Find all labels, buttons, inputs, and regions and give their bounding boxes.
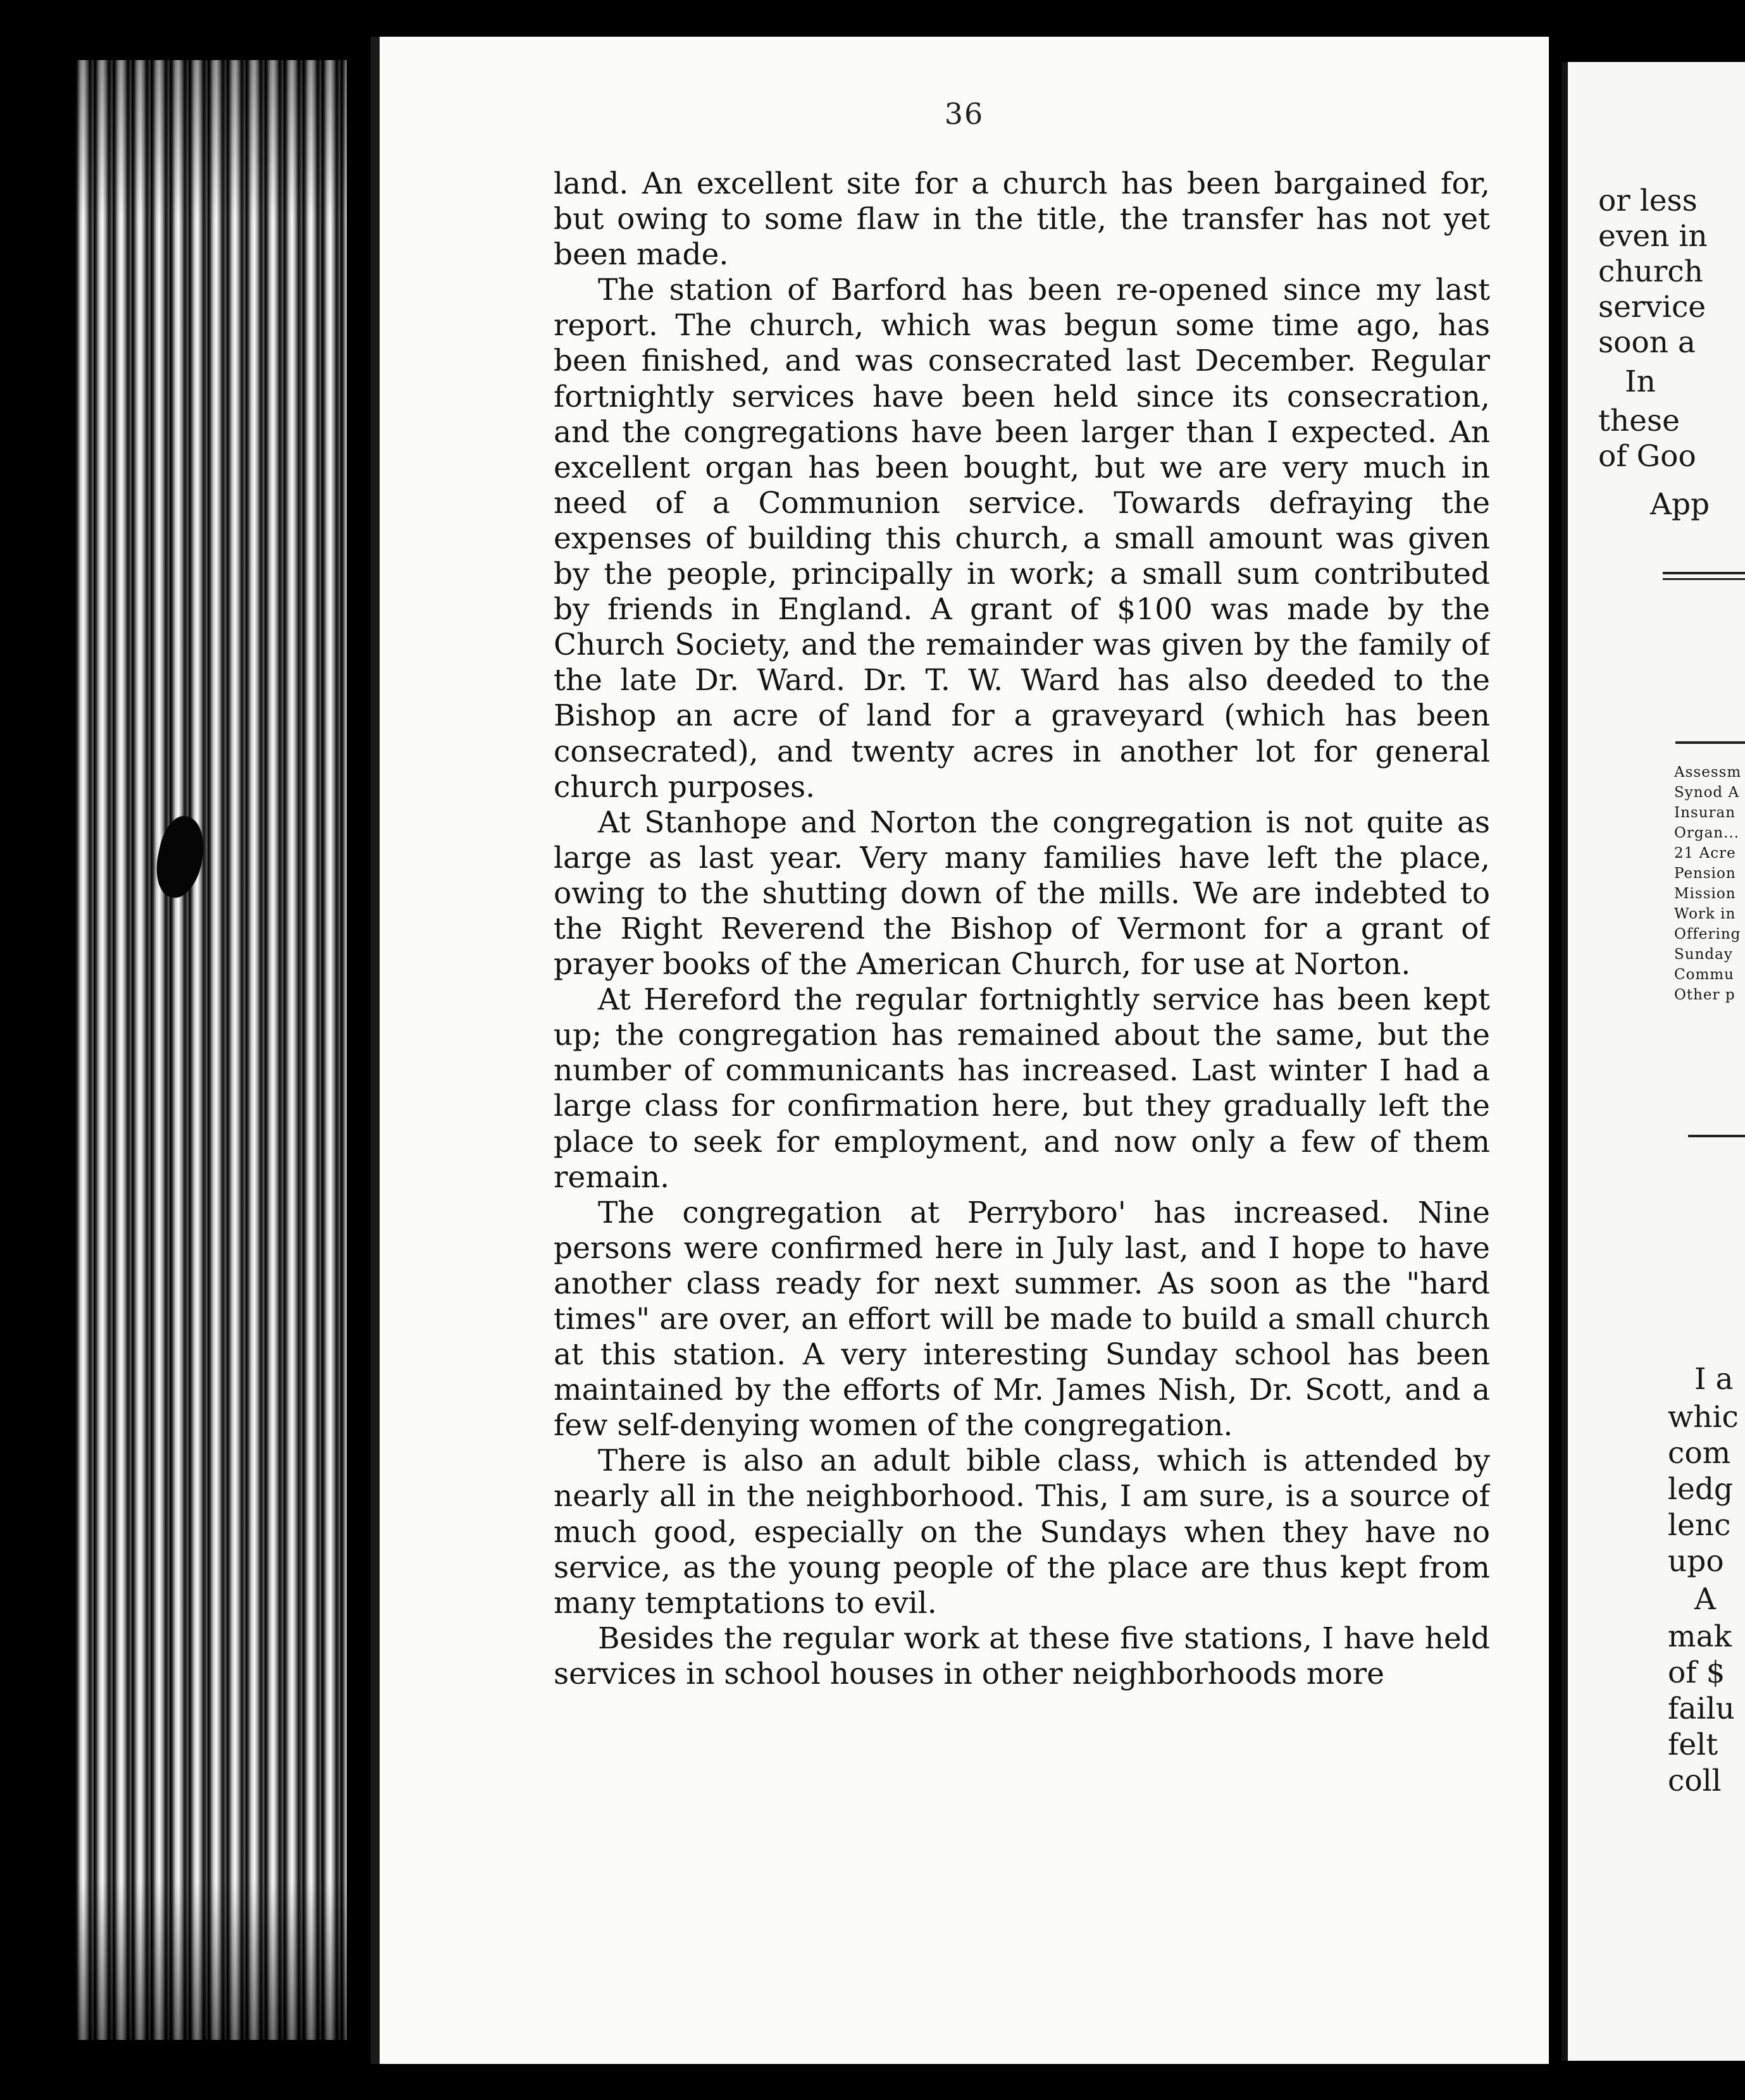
- facing-line: these: [1598, 404, 1680, 438]
- facing-line: service: [1598, 290, 1706, 324]
- facing-line: even in: [1598, 219, 1708, 254]
- list-item: Offering: [1674, 926, 1741, 942]
- paragraph: At Stanhope and Norton the congregation is not quite as large as last year. Very many families have left the place, owing to the shutting down of the mills. We are indebted to the Right Reverend the Bishop of Vermont for a grant of prayer books of the American Church, for use at Norton.: [554, 805, 1490, 982]
- paragraph: There is also an adult bible class, which is attended by nearly all in the neighborhood. This, I am sure, is a source of much good, especially on the Sundays when they have no service, as the young people of the place are thus kept from many temptations to evil.: [554, 1443, 1490, 1621]
- facing-line: com: [1668, 1436, 1731, 1471]
- section-rule: [1688, 1135, 1745, 1137]
- facing-line: coll: [1668, 1763, 1722, 1798]
- facing-line: In: [1625, 364, 1656, 399]
- list-item: Commu: [1674, 967, 1734, 983]
- facing-page: [1562, 62, 1745, 2061]
- list-item: Work in: [1674, 906, 1736, 922]
- facing-line: of $: [1668, 1655, 1725, 1690]
- list-item: Pension: [1674, 865, 1736, 882]
- paragraph: The congregation at Perryboro' has increased. Nine persons were confirmed here in July last, and I hope to have another class ready for next summer. As soon as the "hard times" are over, an effort will be made to build a small church at this station. A very interesting Sunday school has been maintained by the efforts of Mr. James Nish, Dr. Scott, and a few self-denying women of the congregation.: [554, 1195, 1490, 1443]
- facing-line: soon a: [1598, 325, 1696, 360]
- facing-line: A: [1694, 1582, 1716, 1617]
- paragraph: land. An excellent site for a church has been bargained for, but owing to some flaw in the title, the transfer has not yet been made.: [554, 166, 1490, 273]
- list-item: Mission: [1674, 886, 1736, 902]
- list-item: Organ...: [1674, 825, 1740, 841]
- list-item: Synod A: [1674, 784, 1740, 801]
- facing-line: I a: [1694, 1362, 1734, 1397]
- paragraph: At Hereford the regular fortnightly service has been kept up; the congregation has remained about the same, but the number of communicants has increased. Last winter I had a large class for confirmation here, but they gradually left the place to seek for employment, and now only a few of them remain.: [554, 982, 1490, 1195]
- page-number: 36: [944, 97, 984, 131]
- list-item: Insuran: [1674, 805, 1736, 821]
- list-item: 21 Acre: [1674, 845, 1736, 862]
- list-item: Other p: [1674, 987, 1736, 1003]
- list-top-rule: [1675, 741, 1745, 744]
- facing-line: App: [1650, 487, 1710, 522]
- facing-line: lenc: [1668, 1508, 1731, 1543]
- body-text: [554, 166, 1490, 1887]
- double-rule: [1663, 572, 1745, 574]
- book-page-edges: [75, 60, 347, 2040]
- paragraph: Besides the regular work at these five stations, I have held services in school houses in other neighborhoods more: [554, 1621, 1490, 1691]
- facing-line: failu: [1668, 1691, 1735, 1726]
- facing-line: whic: [1668, 1400, 1739, 1435]
- double-rule: [1663, 578, 1745, 580]
- facing-line: of Goo: [1598, 439, 1696, 474]
- facing-line: church: [1598, 254, 1703, 289]
- facing-line: or less: [1598, 183, 1698, 218]
- facing-line: ledg: [1668, 1472, 1734, 1507]
- main-page: [380, 37, 1549, 2064]
- facing-line: upo: [1668, 1544, 1724, 1579]
- list-item: Assessm: [1674, 764, 1742, 781]
- list-item: Sunday: [1674, 946, 1733, 963]
- facing-line: mak: [1668, 1619, 1732, 1654]
- paragraph: The station of Barford has been re-opened since my last report. The church, which was begun some time ago, has been finished, and was consecrated last December. Regular fortnightly services have been held since its consecration, and the congregations have been larger than I expected. An excellent organ has been bought, but we are very much in need of a Communion service. Towards defraying the expenses of building this church, a small amount was given by the people, principally in work; a small sum contributed by friends in England. A grant of $100 was made by the Church Society, and the remainder was given by the family of the late Dr. Ward. Dr. T. W. Ward has also deeded to the Bishop an acre of land for a graveyard (which has been consecrated), and twenty acres in another lot for general church purposes.: [554, 273, 1490, 805]
- facing-line: felt: [1668, 1727, 1718, 1762]
